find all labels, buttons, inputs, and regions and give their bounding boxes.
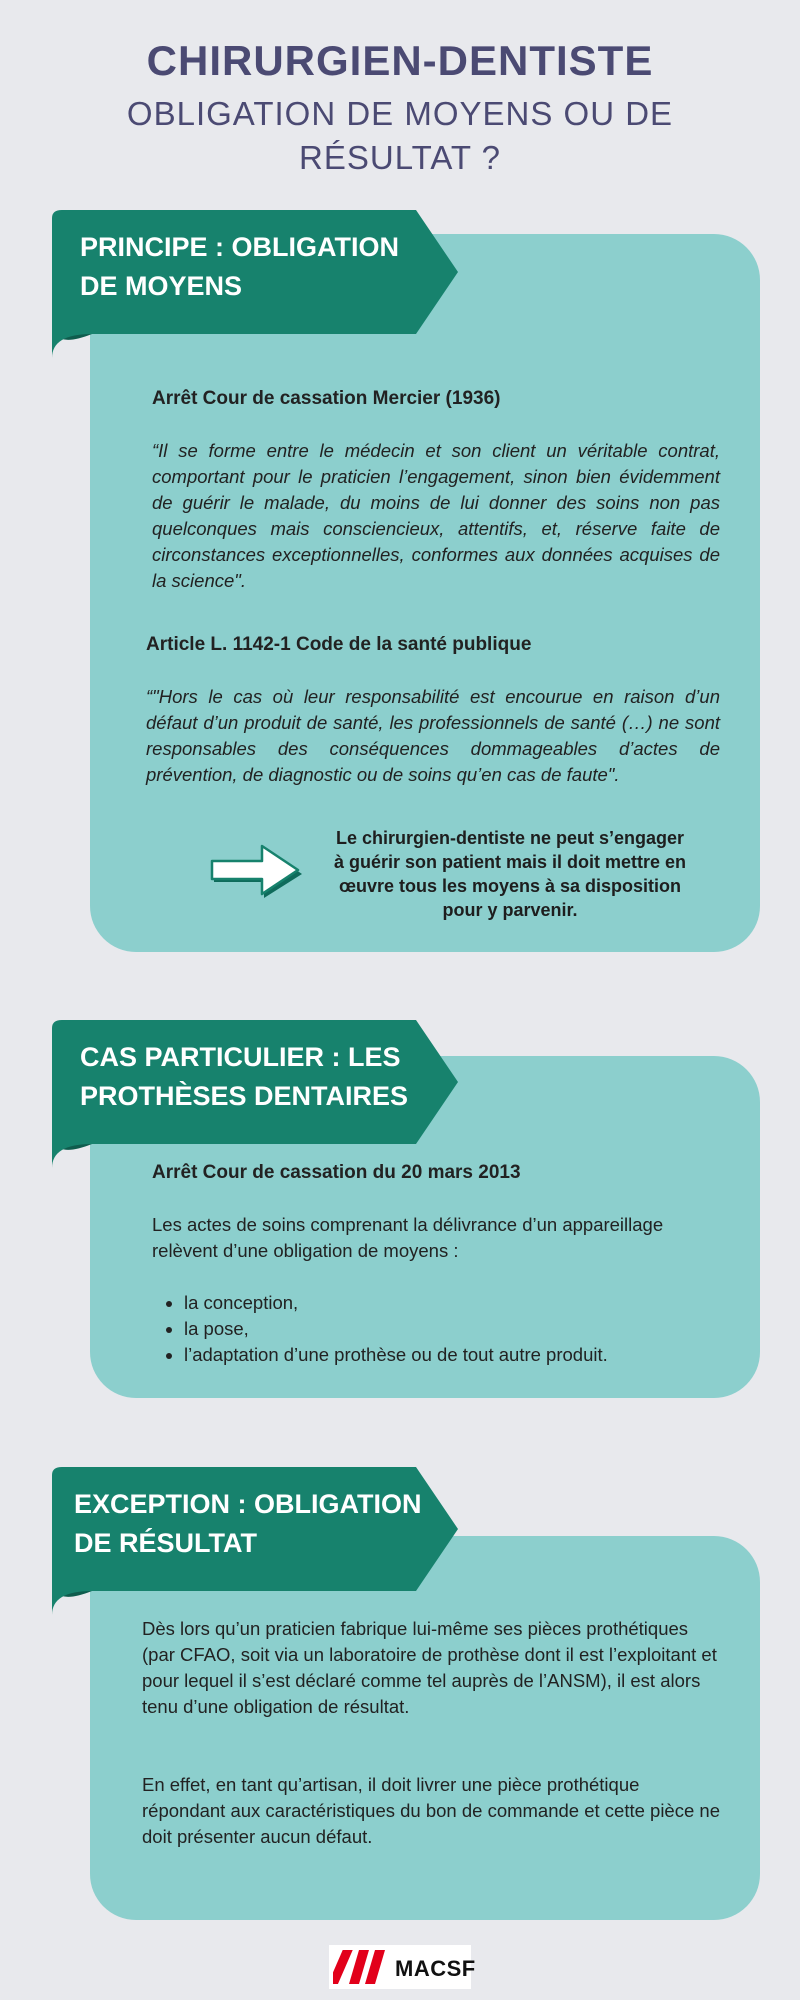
section-protheses-ribbon bbox=[52, 1020, 458, 1144]
case1-title: Arrêt Cour de cassation Mercier (1936) bbox=[152, 388, 501, 409]
section3-para1: Dès lors qu’un praticien fabrique lui-même ses pièces prothétiques (par CFAO, soit via un laboratoire de prothèse dont il est l’exploitant et pour lequel il s’est déclaré comme tel auprès de l’ANSM), il est alors tenu d’une obligation de résultat. bbox=[142, 1618, 717, 1717]
list-item: • la conception, bbox=[184, 1290, 752, 1316]
title-sub bbox=[0, 92, 800, 180]
section1-heading-line1: PRINCIPE : OBLIGATION bbox=[80, 232, 400, 262]
macsf-logo-icon bbox=[333, 1948, 391, 1986]
page-title bbox=[0, 36, 800, 180]
section2-heading-line1: CAS PARTICULIER : LES bbox=[80, 1042, 401, 1072]
section3-heading-line2: DE RÉSULTAT bbox=[74, 1528, 257, 1558]
case3-title: Arrêt Cour de cassation du 20 mars 2013 bbox=[152, 1162, 521, 1183]
section2-intro: Les actes de soins comprenant la délivrance d’un appareillage relèvent d’une obligation de moyens : bbox=[152, 1214, 664, 1261]
section2-heading-line2: PROTHÈSES DENTAIRES bbox=[80, 1081, 409, 1111]
case1-quote: “Il se forme entre le médecin et son client un véritable contrat, comportant pour le praticien l’engagement, sinon bien évidemment de guérir le malade, du moins de lui donner des soins non pas quelconques mais consciencieux, attentifs, et, réserve faite de circonstances exceptionnelles, conformes aux données acquises de la science". bbox=[152, 440, 720, 591]
section3-heading bbox=[74, 1485, 434, 1563]
section1-heading bbox=[80, 228, 440, 306]
list-item: • l’adaptation d’une prothèse ou de tout autre produit. bbox=[184, 1342, 752, 1368]
section2-list bbox=[152, 1290, 752, 1368]
section3-para2: En effet, en tant qu’artisan, il doit livrer une pièce prothétique répondant aux caractéristiques du bon de commande et cette pièce ne doit présenter aucun défaut. bbox=[142, 1774, 720, 1847]
title-sub-line2: RÉSULTAT ? bbox=[299, 139, 501, 176]
macsf-logo bbox=[329, 1945, 476, 1989]
title-main: CHIRURGIEN-DENTISTE bbox=[146, 37, 654, 84]
section3-heading-line1: EXCEPTION : OBLIGATION bbox=[74, 1489, 422, 1519]
section-principe-ribbon bbox=[52, 210, 458, 334]
list-item: • la pose, bbox=[184, 1316, 752, 1342]
case2-quote: “"Hors le cas où leur responsabilité est encourue en raison d’un défaut d’un produit de santé, les professionnels de santé (…) ne sont responsables des conséquences dommageables d’actes de prévention, de diagnostic ou de soins qu’en cas de faute". bbox=[146, 686, 720, 785]
section1-heading-line2: DE MOYENS bbox=[80, 271, 243, 301]
section1-conclusion: Le chirurgien-dentiste ne peut s’engager à guérir son patient mais il doit mettre en œuvre tous les moyens à sa disposition pour y parvenir. bbox=[333, 828, 687, 920]
title-sub-line1: OBLIGATION DE MOYENS OU DE bbox=[126, 95, 674, 132]
section2-heading bbox=[80, 1038, 440, 1116]
section-exception-ribbon bbox=[52, 1467, 458, 1591]
arrow-right-icon bbox=[210, 842, 308, 907]
logo-text: MACSF bbox=[395, 1956, 476, 1981]
case2-title: Article L. 1142-1 Code de la santé publique bbox=[146, 634, 532, 655]
